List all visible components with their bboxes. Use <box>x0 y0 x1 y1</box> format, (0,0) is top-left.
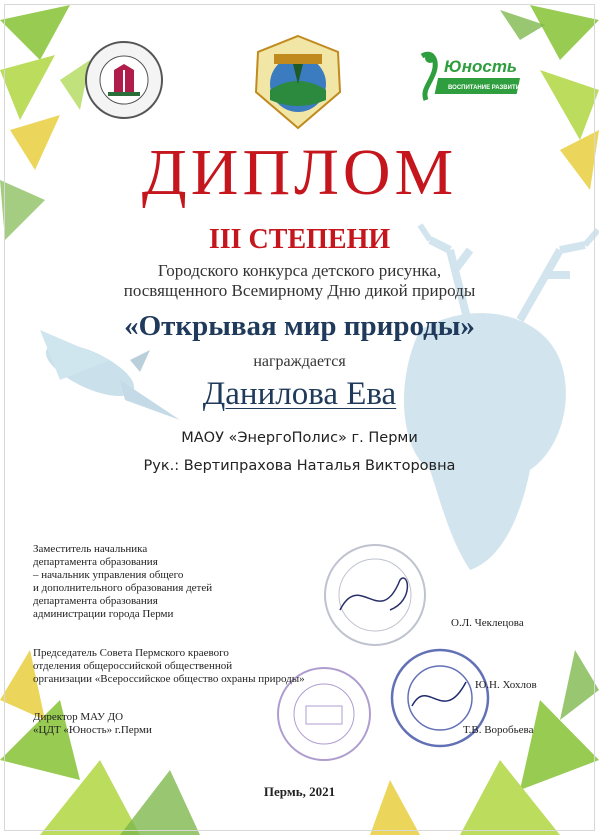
signature-2-line-1: Председатель Совета Пермского краевого <box>33 647 229 659</box>
competition-description <box>0 261 599 300</box>
signature-1-line-4: и дополнительного образования детей <box>33 582 213 594</box>
school-name: МАОУ «ЭнергоПолис» г. Перми <box>181 430 418 446</box>
youth-logo <box>412 50 546 102</box>
signature-3-line-2: «ЦДТ «Юность» г.Перми <box>33 724 152 736</box>
winner-name-text: Данилова Ева <box>202 376 397 412</box>
department-stamp <box>320 540 430 650</box>
signature-block-3 <box>33 711 152 737</box>
competition-line-1: Городского конкурса детского рисунка, <box>157 261 442 280</box>
place-and-year: Пермь, 2021 <box>263 784 336 799</box>
diploma-title: ДИПЛОМ <box>141 136 458 209</box>
signature-1-line-5: департамента образования <box>33 595 158 607</box>
signer-1: О.Л. Чеклецова <box>451 617 524 629</box>
signature-1-line-1: Заместитель начальника <box>33 543 148 555</box>
winner-name <box>0 378 599 411</box>
youth-logo-text: Юность <box>444 57 518 76</box>
signature-2-line-3: организации «Всероссийское общество охраны природы» <box>33 673 305 685</box>
signature-block-1 <box>33 543 212 621</box>
signature-2-line-2: отделения общероссийской общественной <box>33 660 233 672</box>
signer-3: Т.В. Воробьева <box>463 724 534 736</box>
signature-block-2 <box>33 647 305 686</box>
signer-2: Ю.Н. Хохлов <box>475 679 537 691</box>
signature-1-line-2: департамента образования <box>33 556 158 568</box>
department-logo <box>78 40 170 120</box>
signature-1-line-6: администрации города Перми <box>33 608 174 620</box>
signature-1-line-3: – начальник управления общего <box>33 569 184 581</box>
signature-3-line-1: Директор МАУ ДО <box>33 711 124 723</box>
contest-name: «Открывая мир природы» <box>124 310 475 342</box>
nature-society-logo <box>248 32 348 132</box>
awarded-label: награждается <box>253 353 346 370</box>
competition-line-2: посвященного Всемирному Дню дикой природы <box>123 280 476 300</box>
mentor-name: Рук.: Вертипрахова Наталья Викторовна <box>143 458 456 474</box>
youth-logo-subtext: ВОСПИТАНИЕ РАЗВИТИЕ ДОСУГ <box>448 85 546 91</box>
diploma-degree: III СТЕПЕНИ <box>208 224 391 255</box>
